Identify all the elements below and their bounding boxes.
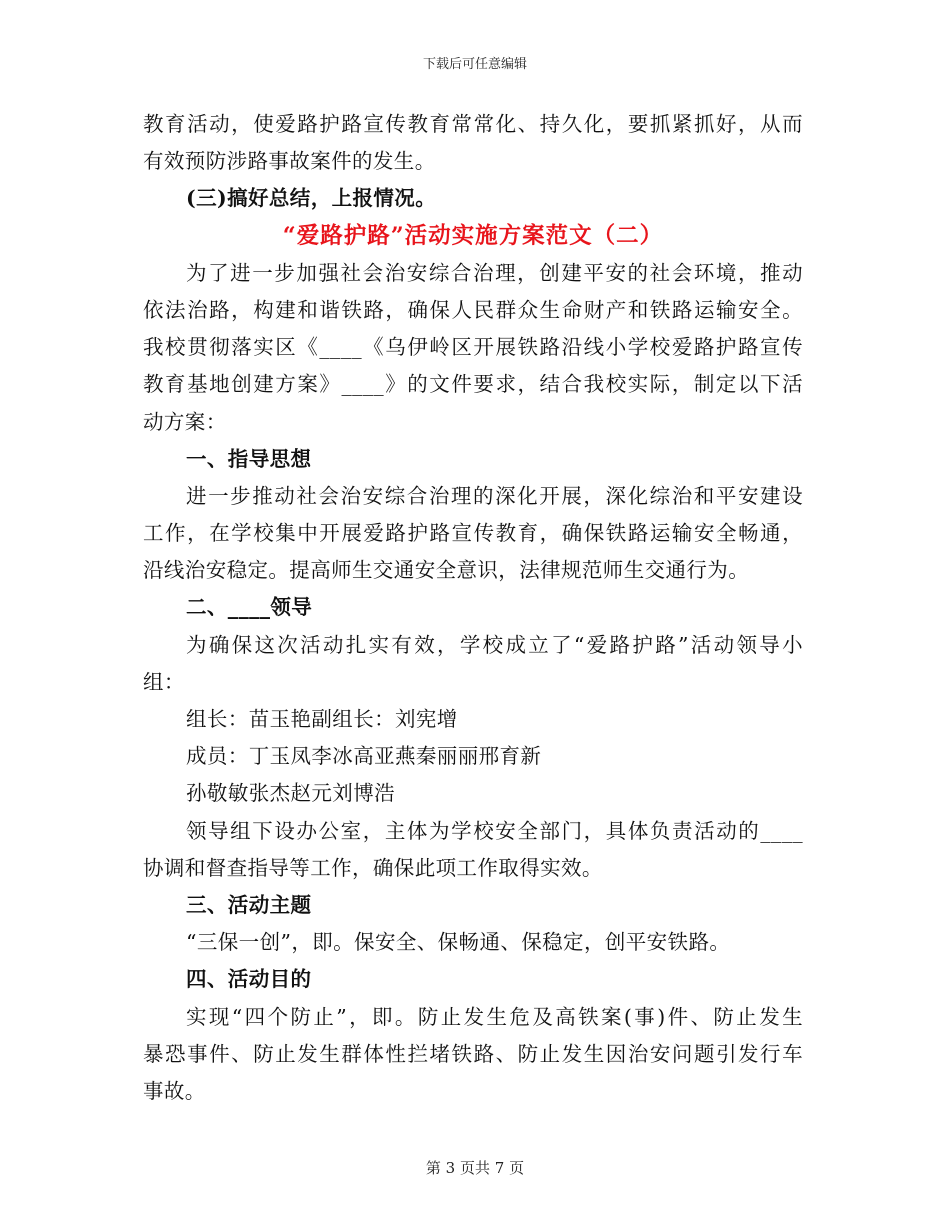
text-line: 我校贯彻落实区《____《乌伊岭区开展铁路沿线小学校爱路护路宣传 — [143, 335, 803, 360]
text-line: 为了进一步加强社会治安综合治理，创建平安的社会环境，推动 — [186, 260, 803, 285]
text-line: 依法治路，构建和谐铁路，确保人民群众生命财产和铁路运输安全。 — [143, 297, 803, 322]
text-line: 实现“四个防止”，即。防止发生危及高铁案(事)件、防止发生 — [186, 1004, 803, 1029]
text-line: 教育基地创建方案》____》的文件要求，结合我校实际，制定以下活 — [143, 372, 803, 397]
text-line: 进一步推动社会治安综合治理的深化开展，深化综治和平安建设 — [186, 483, 803, 508]
document-title: “爱路护路”活动实施方案范文（二） — [282, 222, 664, 249]
text-line: 教育活动，使爱路护路宣传教育常常化、持久化，要抓紧抓好，从而 — [143, 112, 803, 136]
text-line: “三保一创”，即。保安全、保畅通、保稳定，创平安铁路。 — [186, 930, 731, 955]
text-line: 动方案： — [143, 409, 227, 434]
text-line: 协调和督查指导等工作，确保此项工作取得实效。 — [143, 855, 603, 880]
section-heading: 四、活动目的 — [186, 967, 312, 992]
text-line: 领导组下设办公室，主体为学校安全部门，具体负责活动的____ — [186, 818, 803, 843]
page-header: 下载后可任意编辑 — [422, 57, 527, 72]
text-line: 组长：苗玉艳副组长：刘宪增 — [186, 707, 458, 731]
section-heading: 二、____领导 — [186, 595, 313, 620]
page-footer: 第 3 页共 7 页 — [425, 1159, 525, 1177]
text-line: 为确保这次活动扎实有效，学校成立了“爱路护路”活动领导小 — [186, 632, 803, 657]
section-heading: 一、指导思想 — [186, 446, 312, 471]
section-heading: 三、活动主题 — [186, 892, 312, 917]
text-line: 成员：丁玉凤李冰高亚燕秦丽丽邢育新 — [186, 744, 542, 769]
section-heading: (三)搞好总结，上报情况。 — [186, 186, 437, 211]
text-line: 有效预防涉路事故案件的发生。 — [143, 149, 436, 174]
text-line: 组： — [143, 669, 185, 694]
document-body — [143, 106, 803, 1110]
text-line: 事故。 — [143, 1078, 206, 1103]
text-line: 孙敬敏张杰赵元刘博浩 — [186, 781, 395, 806]
text-line: 暴恐事件、防止发生群体性拦堵铁路、防止发生因治安问题引发行车 — [143, 1041, 803, 1066]
text-line: 沿线治安稳定。提高师生交通安全意识，法律规范师生交通行为。 — [143, 558, 750, 583]
text-line: 工作，在学校集中开展爱路护路宣传教育，确保铁路运输安全畅通， — [143, 521, 803, 546]
